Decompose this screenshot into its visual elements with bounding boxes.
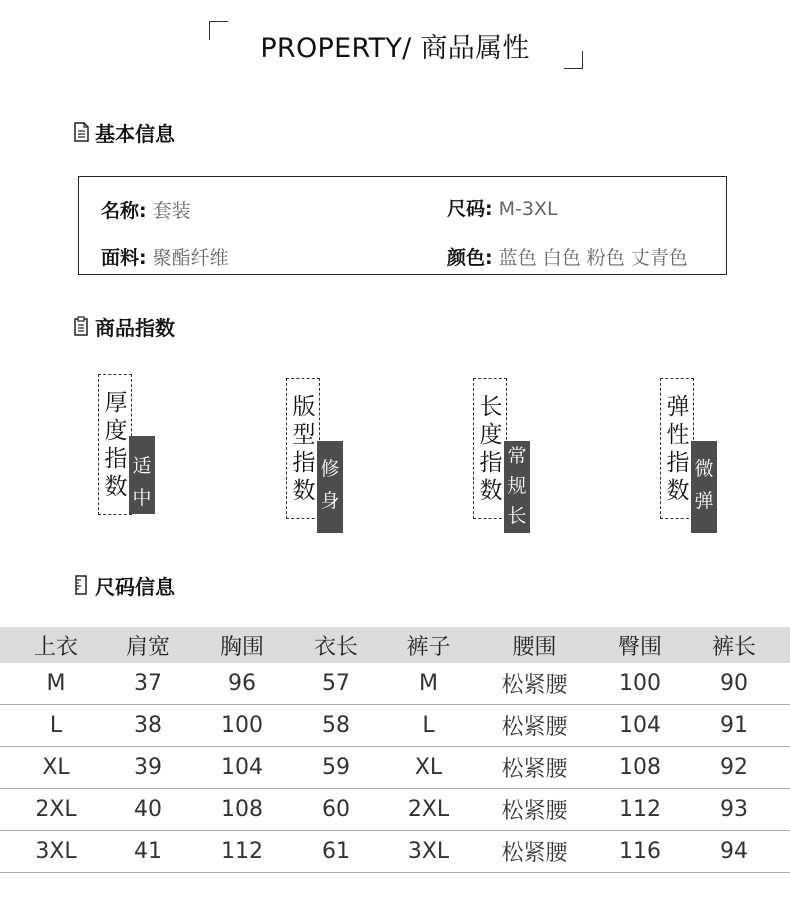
card-value: 常规长 — [504, 441, 530, 533]
table-cell: 松紧腰 — [501, 715, 568, 740]
table-cell: 38 — [134, 713, 162, 738]
product-index-heading — [73, 312, 175, 340]
table-cell: 92 — [720, 755, 748, 780]
table-row — [0, 831, 790, 873]
card-value: 修身 — [317, 441, 343, 533]
product-index-heading-label: 商品指数 — [95, 315, 175, 340]
table-cell: 90 — [720, 671, 748, 696]
table-header-cell: 肩宽 — [125, 634, 170, 660]
table-cell: 41 — [134, 839, 162, 864]
table-cell: L — [422, 713, 435, 738]
table-header-row — [0, 627, 790, 663]
table-cell: L — [49, 713, 63, 738]
table-row — [0, 789, 790, 831]
table-header-cell: 胸围 — [219, 634, 264, 660]
table-cell: 108 — [221, 797, 263, 822]
ruler-icon — [73, 575, 90, 595]
table-header-cell: 腰围 — [512, 634, 557, 660]
info-name: 名称: 套装 — [101, 200, 191, 222]
info-color: 颜色: 蓝色 白色 粉色 丈青色 — [447, 247, 688, 269]
index-card-elasticity — [660, 378, 790, 538]
table-cell: 松紧腰 — [501, 673, 568, 698]
size-info-heading — [73, 571, 175, 599]
clipboard-icon — [73, 316, 90, 336]
table-cell: 3XL — [407, 839, 450, 864]
basic-info-heading-label: 基本信息 — [95, 121, 175, 146]
table-cell: 59 — [322, 755, 350, 780]
index-card-thickness — [98, 374, 236, 534]
table-header-cell: 上衣 — [33, 634, 78, 660]
info-size: 尺码: M-3XL — [447, 198, 558, 220]
table-cell: M — [419, 671, 438, 696]
card-label: 弹性指数 — [666, 394, 690, 504]
table-cell: 39 — [134, 755, 162, 780]
table-cell: XL — [42, 755, 70, 780]
table-header-cell: 衣长 — [313, 634, 358, 660]
table-cell: 37 — [134, 671, 162, 696]
index-card-fit — [286, 378, 424, 538]
table-cell: 104 — [221, 755, 263, 780]
table-row — [0, 705, 790, 747]
card-label: 长度指数 — [479, 394, 503, 504]
table-cell: 96 — [228, 671, 256, 696]
table-cell: 93 — [720, 797, 748, 822]
table-cell: 61 — [322, 839, 350, 864]
table-cell: 104 — [619, 713, 661, 738]
card-value: 微弹 — [691, 441, 717, 533]
table-cell: 100 — [619, 671, 661, 696]
info-fabric: 面料: 聚酯纤维 — [101, 247, 229, 269]
table-cell: XL — [414, 755, 443, 780]
table-cell: 100 — [221, 713, 263, 738]
basic-info-heading — [73, 118, 175, 146]
table-row — [0, 747, 790, 789]
table-cell: M — [46, 671, 66, 696]
table-cell: 2XL — [35, 797, 77, 822]
table-cell: 2XL — [407, 797, 450, 822]
table-cell: 91 — [720, 713, 748, 738]
table-cell: 60 — [322, 797, 350, 822]
table-row — [0, 663, 790, 705]
table-cell: 108 — [619, 755, 661, 780]
table-cell: 112 — [221, 839, 263, 864]
card-value: 适中 — [129, 436, 155, 514]
table-cell: 3XL — [35, 839, 77, 864]
title-corner-bottom-right — [564, 51, 583, 69]
table-cell: 94 — [720, 839, 748, 864]
table-header-cell: 裤长 — [711, 634, 756, 660]
document-icon — [73, 122, 90, 142]
card-label: 厚度指数 — [104, 390, 128, 500]
table-header-cell: 臀围 — [617, 634, 662, 660]
table-cell: 57 — [322, 671, 350, 696]
size-info-heading-label: 尺码信息 — [95, 574, 175, 599]
table-header-cell: 裤子 — [406, 634, 451, 660]
table-cell: 58 — [322, 713, 350, 738]
size-table — [0, 627, 790, 873]
page-title: PROPERTY/ 商品属性 — [260, 33, 530, 64]
table-cell: 松紧腰 — [501, 757, 568, 782]
table-cell: 松紧腰 — [501, 799, 568, 824]
index-card-length — [473, 378, 611, 538]
table-cell: 松紧腰 — [501, 841, 568, 866]
card-label: 版型指数 — [292, 394, 316, 504]
table-cell: 112 — [619, 797, 661, 822]
title-corner-top-left — [209, 21, 228, 40]
table-cell: 40 — [134, 797, 162, 822]
table-cell: 116 — [619, 839, 661, 864]
